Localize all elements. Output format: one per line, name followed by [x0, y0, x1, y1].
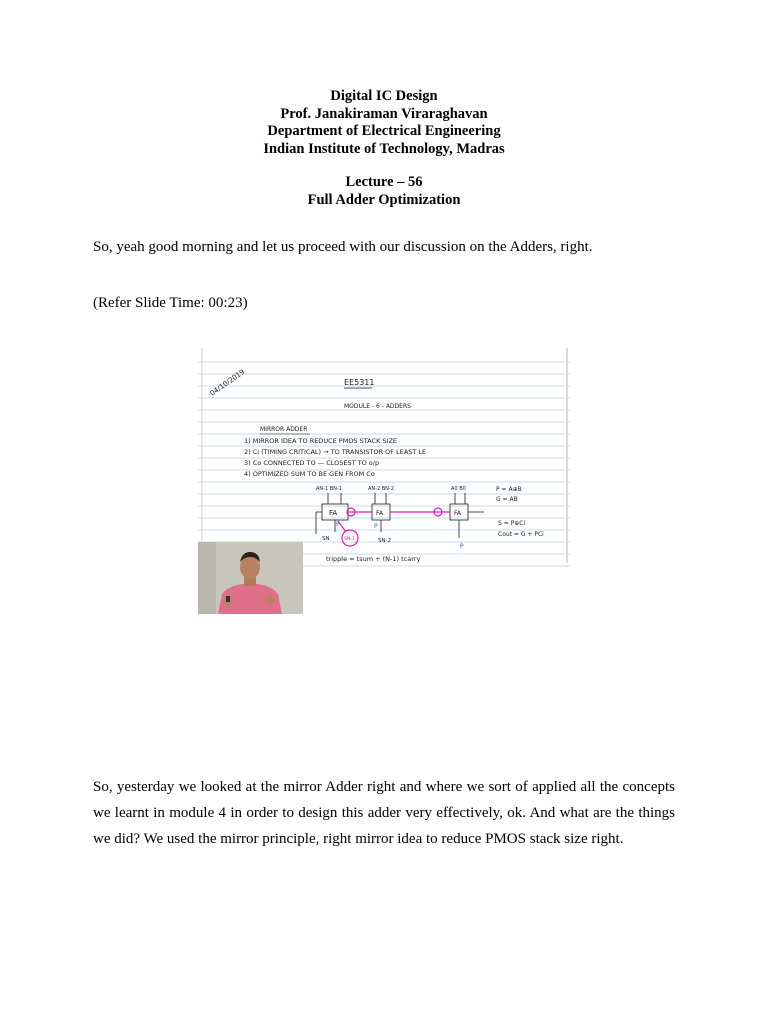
fa-sum-1: SN — [322, 536, 330, 542]
lecture-topic: Full Adder Optimization — [307, 191, 461, 208]
lecture-number: Lecture – 56 — [345, 174, 423, 190]
lecturer-webcam-video — [198, 542, 303, 614]
fa-chain-ellipsis: - - - - — [398, 508, 415, 516]
equation-carry: Cout = G + PCi — [498, 531, 544, 538]
equation-propagate: P = A⊕B — [496, 486, 522, 493]
fa-p-label-1: P — [336, 521, 340, 528]
course-title: Digital IC Design — [330, 88, 438, 104]
department-name: Department of Electrical Engineering — [267, 123, 501, 139]
fa-sum-2: SN-1 — [344, 537, 355, 542]
fa-p-label-2: P — [374, 523, 378, 530]
slide-module: MODULE - 6 - ADDERS — [344, 403, 411, 410]
fa-input-1: AN-1 BN-1 — [316, 486, 342, 492]
intro-paragraph: So, yeah good morning and let us proceed with our discussion on the Adders, right. — [93, 239, 593, 255]
fa-input-3: A0 B0 — [451, 486, 466, 492]
document-header — [0, 88, 768, 158]
slide-section-title: MIRROR ADDER — [260, 426, 308, 433]
lecturer-figure — [198, 542, 303, 614]
slide-course-code: EE5311 — [344, 378, 375, 387]
slide-point-3: 3) Co CONNECTED TO — CLOSEST TO o/p — [244, 459, 380, 467]
fa-sum-3: SN-2 — [378, 538, 392, 544]
lecture-header — [0, 174, 768, 209]
slide-point-1: 1) MIRROR IDEA TO REDUCE PMOS STACK SIZE — [244, 437, 398, 445]
lecture-slide-image — [198, 348, 570, 614]
slide-time-reference: (Refer Slide Time: 00:23) — [93, 295, 248, 311]
fa-label-3: FA — [454, 510, 462, 517]
fa-p-label-3: P — [460, 543, 464, 550]
slide-point-2: 2) Ci (TIMING CRITICAL) → TO TRANSISTOR OF LEAST LE — [244, 448, 427, 456]
fa-label-1: FA — [329, 509, 338, 517]
slide-date: 04/10/2019 — [208, 367, 247, 398]
fa-input-2: AN-2 BN-2 — [368, 486, 394, 492]
equation-generate: G = AB — [496, 496, 518, 503]
equation-sum: S = P⊕Ci — [498, 520, 526, 527]
ripple-delay-equation: tripple = tsum + (N-1) tcarry — [326, 555, 421, 563]
body-paragraph: So, yesterday we looked at the mirror Adder right and where we sort of applied all the concepts we learnt in module 4 in order to design this adder very effectively, ok. And what are the things we did? We used the mirror principle, right mirror idea to reduce PMOS stack size right. — [93, 779, 675, 847]
professor-name: Prof. Janakiraman Viraraghavan — [280, 105, 488, 122]
fa-label-2: FA — [376, 510, 384, 517]
carry-chain-highlight — [338, 508, 450, 546]
institute-name: Indian Institute of Technology, Madras — [263, 140, 505, 157]
slide-point-4: 4) OPTIMIZED SUM TO BE GEN FROM Co — [244, 470, 375, 478]
